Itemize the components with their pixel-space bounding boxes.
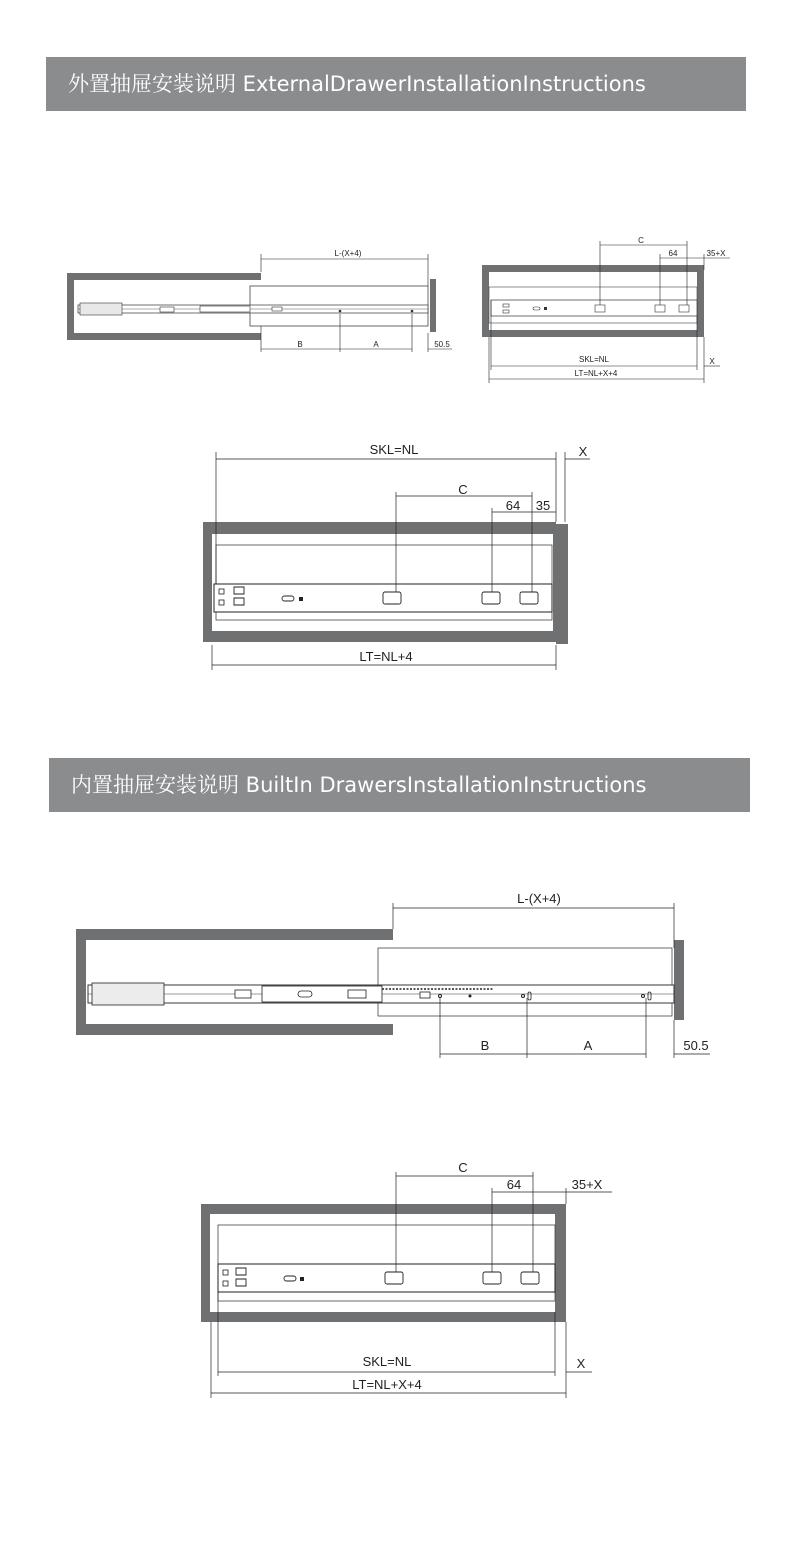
- dim-b: B: [480, 1038, 490, 1053]
- external-side-view: [67, 249, 452, 352]
- dim-skl: SKL=NL: [578, 355, 610, 364]
- dim-overall-length: L-(X+4): [334, 249, 362, 258]
- dim-lt: LT=NL+4: [359, 649, 413, 664]
- dim-lt: LT=NL+X+4: [352, 1377, 422, 1392]
- slide-rail: [218, 1264, 555, 1292]
- section-header-builtin: [49, 758, 750, 812]
- drawer-outline: [378, 948, 672, 1016]
- section-title: 外置抽屉安装说明 ExternalDrawerInstallationInstructions: [68, 72, 646, 96]
- dim-a: A: [583, 1038, 593, 1053]
- drawer-front: [430, 279, 436, 332]
- dim-x: X: [578, 444, 588, 459]
- external-top-view-small: [482, 236, 730, 383]
- dim-64: 64: [668, 249, 678, 258]
- dim-35: 35: [535, 498, 551, 513]
- builtin-side-view: [76, 891, 710, 1058]
- dim-c: C: [458, 1160, 468, 1175]
- builtin-drawings: [0, 820, 790, 1562]
- dim-c: C: [638, 236, 644, 245]
- dim-x: X: [709, 357, 715, 366]
- external-top-view-large: [203, 442, 590, 670]
- dim-offset: 50.5: [683, 1038, 709, 1053]
- builtin-top-view: [201, 1160, 612, 1398]
- drawer-front: [555, 1214, 566, 1312]
- drawer-front: [556, 524, 568, 644]
- slide-rail: [491, 300, 697, 316]
- dim-b: B: [297, 340, 303, 349]
- section-title: 内置抽屉安装说明 BuiltIn DrawersInstallationInstructions: [71, 773, 647, 797]
- dim-64: 64: [505, 498, 521, 513]
- dim-offset: 50.5: [434, 340, 450, 349]
- drawer-front: [674, 940, 684, 1020]
- external-drawings: [0, 0, 790, 720]
- dim-overall-length: L-(X+4): [517, 891, 561, 906]
- dim-a: A: [373, 340, 379, 349]
- dim-lt: LT=NL+X+4: [574, 369, 618, 378]
- dim-skl: SKL=NL: [362, 1354, 412, 1369]
- dim-c: C: [458, 482, 468, 497]
- dim-35x: 35+X: [571, 1177, 603, 1192]
- dim-x: X: [576, 1356, 586, 1371]
- dim-skl: SKL=NL: [369, 442, 419, 457]
- dim-35x: 35+X: [706, 249, 726, 258]
- dim-64: 64: [506, 1177, 522, 1192]
